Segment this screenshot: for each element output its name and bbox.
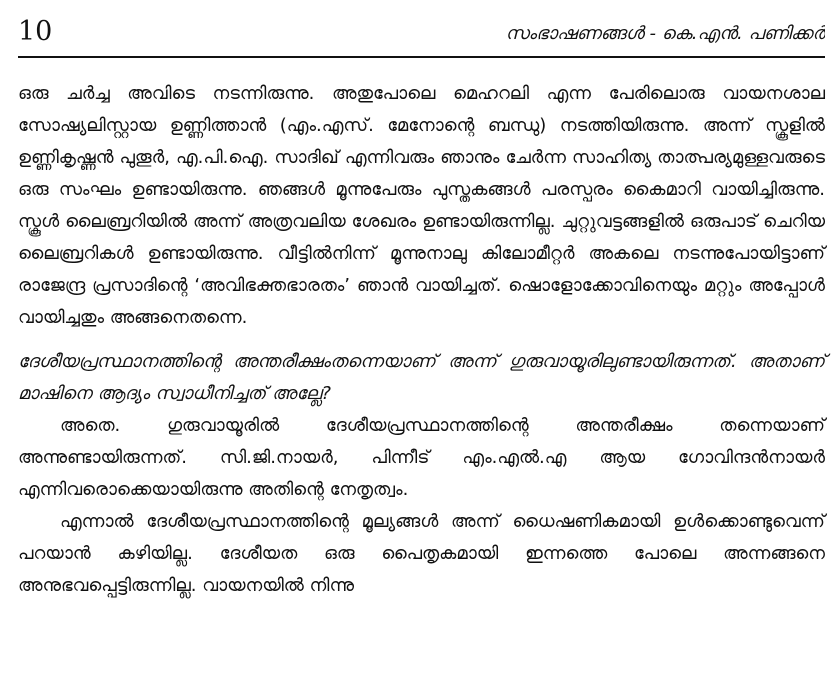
running-head: സംഭാഷണങ്ങൾ - കെ.എൻ. പണിക്കർ	[505, 23, 825, 44]
page-content	[18, 78, 825, 684]
page-number: 10	[18, 16, 53, 47]
body-paragraph-2: അതെ. ഗുരുവായൂരിൽ ദേശീയപ്രസ്ഥാനത്തിന്റെ അന്തരീക്ഷം തന്നെയാണ് അന്നുണ്ടായിരുന്നത്. സി.ജി.നായർ, പിന്നീട് എം.എൽ.എ ആയ ഗോവിന്ദൻനായർ എന്നിവരൊക്കെയായിരുന്നു അതിന്റെ നേതൃത്വം.	[18, 415, 825, 500]
body-paragraph-1: ഒരു ചർച്ച അവിടെ നടന്നിരുന്നു. അതുപോലെ മെഹറലി എന്ന പേരിലൊരു വായനശാല സോഷ്യലിസ്റ്റായ ഉണ്ണിത്താൻ (എം.എസ്. മേനോന്റെ ബന്ധു) നടത്തിയിരുന്നു. അന്ന് സ്കൂളിൽ ഉണ്ണികൃഷ്ണൻ പുതൂർ, എ.പി.ഐ. സാദിഖ് എന്നിവരും ഞാനും ചേർന്ന സാഹിത്യ താത്പര്യമുള്ളവരുടെ ഒരു സംഘം ഉണ്ടായിരുന്നു. ഞങ്ങൾ മൂന്നുപേരും പുസ്തകങ്ങൾ പരസ്പരം കൈമാറി വായിച്ചിരുന്നു. സ്കൂൾ ലൈബ്രറിയിൽ അന്ന് അത്രവലിയ ശേഖരം ഉണ്ടായിരുന്നില്ല. ചുറ്റുവട്ടങ്ങളിൽ ഒരുപാട് ചെറിയ ലൈബ്രറികൾ ഉണ്ടായിരുന്നു. വീട്ടിൽനിന്ന് മൂന്നുനാലു കിലോമീറ്റർ അകലെ നടന്നുപോയിട്ടാണ് രാജേന്ദ്ര പ്രസാദിന്റെ ‘അവിഭക്തഭാരതം’ ഞാൻ വായിച്ചത്. ഷൊളോക്കോവിനെയും മറ്റും അപ്പോൾ വായിച്ചതും അങ്ങനെതന്നെ.	[18, 83, 825, 328]
body-paragraph-3: എന്നാൽ ദേശീയപ്രസ്ഥാനത്തിന്റെ മൂല്യങ്ങൾ അന്ന് ധൈഷണികമായി ഉൾക്കൊണ്ടുവെന്ന് പറയാൻ കഴിയില്ല. ദേശീയത ഒരു പൈതൃകമായി ഇന്നത്തെ പോലെ അന്നങ്ങനെ അനുഭവപ്പെട്ടിരുന്നില്ല. വായനയിൽ നിന്നു	[18, 511, 825, 596]
interview-question: ദേശീയപ്രസ്ഥാനത്തിന്റെ അന്തരീക്ഷംതന്നെയാണ് അന്ന് ഗുരുവായൂരിലുണ്ടായിരുന്നത്. അതാണ് മാഷിനെ ആദ്യം സ്വാധീനിച്ചത് അല്ലേ?	[18, 351, 825, 404]
page-header	[18, 10, 825, 58]
